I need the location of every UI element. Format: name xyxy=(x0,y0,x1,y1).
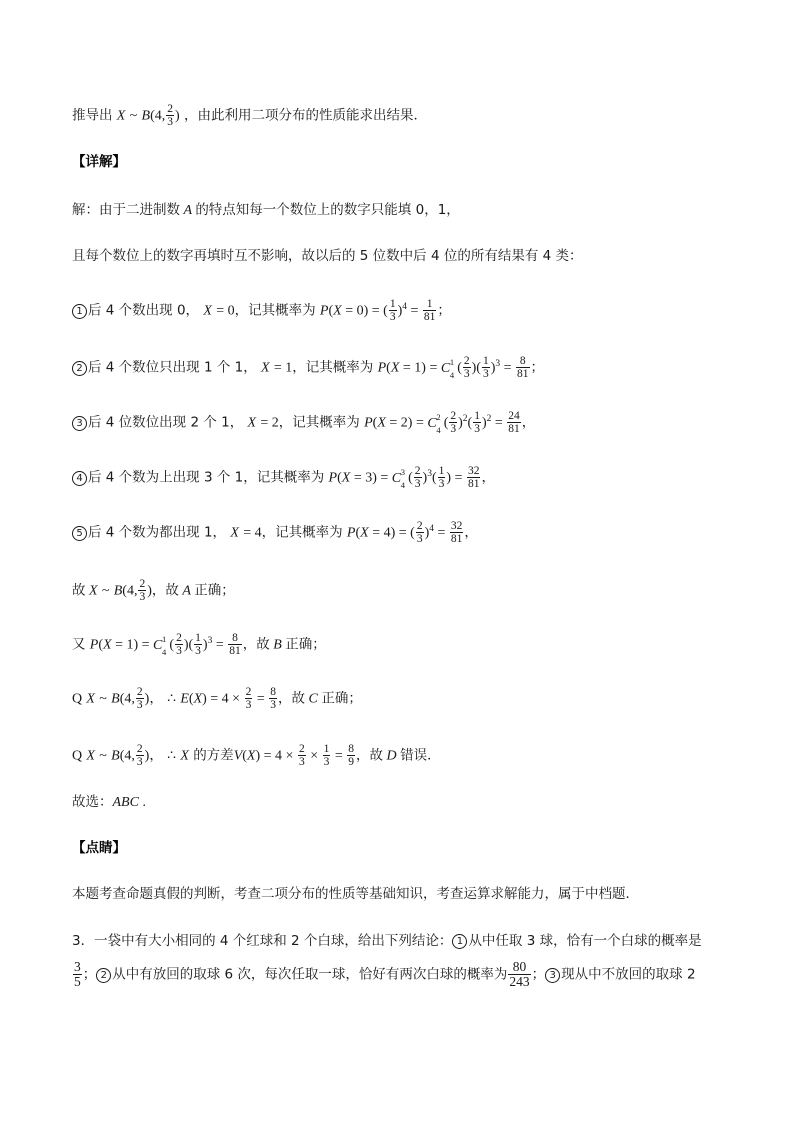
case-4: 4 后 4 个数为上出现 3 个 1，记其概率为 P(X = 3) = C 3 4 ( $\frac{2}{3}$ )$^3$( $\frac{1}{3}$ ) = $\frac{32}{81}$ ， xyxy=(72,465,495,490)
conclusion-a: 故 X ~ B(4, $\frac{2}{3}$ )，故 A 正确； xyxy=(72,578,235,604)
comment-text: 本题考查命题真假的判断，考查二项分布的性质等基础知识，考查运算求解能力，属于中档题． xyxy=(72,886,639,902)
circled-number: 3 xyxy=(545,968,560,983)
circled-number: 1 xyxy=(72,304,87,319)
circled-number: 3 xyxy=(72,416,87,431)
answer-line: 故选：ABC . xyxy=(72,794,146,810)
conclusion-d: Q X ~ B(4, $\frac{2}{3}$ )， ∴ X 的方差V(X) = 4 × $\frac{2}{3}$ × $\frac{1}{3}$ = $\frac{8}{9}$ ，故 D 错误． xyxy=(72,743,441,769)
conclusion-b: 又 P(X = 1) = C 1 4 ( $\frac{2}{3}$ )( $\frac{1}{3}$ )$^3$ = $\frac{8}{81}$ ，故 B 正确； xyxy=(72,632,326,658)
detail-heading: 【详解】 xyxy=(72,154,126,170)
intro-text: 推导出 xyxy=(72,107,113,124)
question-3-line-2: $\frac{3}{5}$ ； 2 从中有放回的取球 6 次，每次任取一球，恰好有两次白球的概率为 $\frac{80}{243}$ ； 3 现从中不放回的取球 2 xyxy=(74,959,696,990)
question-3-line-1: 3．一袋中有大小相同的 4 个红球和 2 个白球，给出下列结论： 1 从中任取 3 球，恰有一个白球的概率是 xyxy=(72,933,702,949)
intro-text-end: ，由此利用二项分布的性质能求出结果． xyxy=(183,107,427,124)
comment-heading: 【点睛】 xyxy=(72,840,126,856)
conclusion-c: Q X ~ B(4, $\frac{2}{3}$ )， ∴ E(X) = 4 × $\frac{2}{3}$ = $\frac{8}{3}$ ，故 C 正确； xyxy=(72,686,362,712)
case-3: 3 后 4 位数位出现 2 个 1， X = 2，记其概率为 P(X = 2) = C 2 4 ( $\frac{2}{3}$ )$^2$( $\frac{1}{3}$ )$^2$ = $\frac{24}{81}$ ， xyxy=(72,410,535,435)
circled-number: 1 xyxy=(452,934,467,949)
solution-line-2: 且每个数位上的数字再填时互不影响，故以后的 5 位数中后 4 位的所有结果有 4 类： xyxy=(72,248,583,264)
intro-line: 推导出 X ~ B(4, $\frac{2}{3}$ ) ，由此利用二项分布的性质能求出结果． xyxy=(72,103,427,129)
case-2: 2 后 4 个数位只出现 1 个 1， X = 1，记其概率为 P(X = 1) = C 1 4 ( $\frac{2}{3}$ )( $\frac{1}{3}$ )$^3$ = $\frac{8}{81}$ ； xyxy=(72,355,544,380)
case-5: 5 后 4 个数为都出现 1， X = 4，记其概率为 P(X = 4) = ( $\frac{2}{3}$ )$^4$ = $\frac{32}{81}$ ， xyxy=(72,520,478,545)
circled-number: 5 xyxy=(72,526,87,541)
case-1: 1 后 4 个数出现 0， X = 0，记其概率为 P(X = 0) = ( $\frac{1}{3}$ )$^4$ = $\frac{1}{81}$ ； xyxy=(72,298,451,323)
solution-line-1: 解：由于二进制数 A 的特点知每一个数位上的数字只能填 0，1， xyxy=(72,202,460,218)
circled-number: 2 xyxy=(96,968,111,983)
circled-number: 4 xyxy=(72,471,87,486)
circled-number: 2 xyxy=(72,361,87,376)
